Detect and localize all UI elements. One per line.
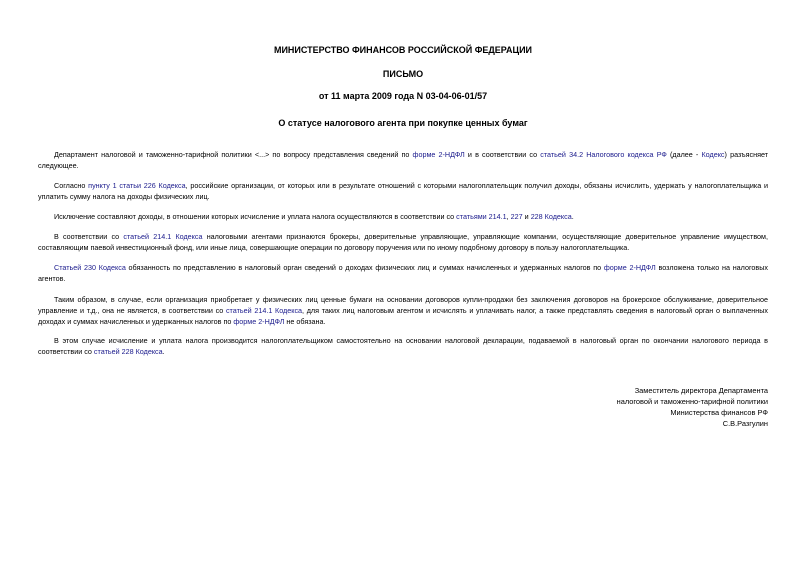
paragraph-text: В соответствии со — [54, 232, 124, 241]
document-date-number: от 11 марта 2009 года N 03-04-06-01/57 — [318, 91, 488, 101]
paragraph-text: возложена только на налоговых агентов. — [38, 263, 768, 283]
paragraph-text: Исключение составляют доходы, в отношении которых исчисление и уплата налога осуществляются в соответствии со — [54, 212, 457, 221]
reference-link[interactable]: статьей 214.1 Кодекса — [225, 306, 303, 315]
paragraph-text: Таким образом, в случае, если организация приобретает у физических лиц ценные бумаги на основании договоров купли-продажи без заключения договоров на брокерское обслуживание, доверительное управление и т.д., она не является, в соответствии со — [38, 295, 768, 315]
paragraph — [38, 294, 768, 327]
paragraph-text: В этом случае исчисление и уплата налога производится налогоплательщиком самостоятельно на основании налоговой декларации, подаваемой в налоговый орган по окончании налогового периода в соответствии со — [38, 336, 768, 356]
reference-link[interactable]: статьей 214.1 Кодекса — [123, 232, 203, 241]
paragraph-text: , — [506, 212, 511, 221]
paragraph-text: и — [522, 212, 531, 221]
paragraph-text: ) разъясняет следующее. — [38, 150, 769, 170]
paragraph-text: , для таких лиц налоговым агентом и исчислять и уплачивать налог, а также представлять сведения в налоговый орган о выплаченных доходах и суммах начисленных и удержанных налогов по — [38, 306, 768, 326]
paragraph-text: Департамент налоговой и таможенно-тарифной политики <...> по вопросу представления сведений по — [54, 150, 413, 159]
reference-link[interactable]: 227 — [510, 212, 523, 221]
reference-link[interactable]: 228 Кодекса — [530, 212, 572, 221]
paragraph — [38, 180, 768, 202]
reference-link[interactable]: форме 2-НДФЛ — [233, 317, 285, 326]
paragraph-text: . — [571, 212, 574, 221]
reference-link[interactable]: Кодекс — [701, 150, 725, 159]
reference-link[interactable]: статьей 34.2 Налогового кодекса РФ — [540, 150, 667, 159]
paragraph — [38, 149, 768, 171]
paragraph — [38, 211, 768, 222]
paragraph-text: , российские организации, от которых или в результате отношений с которыми налогоплательщик получил доходы, обязаны исчислить, удержать у налогоплательщика и уплатить сумму налога на доходы физических лиц. — [38, 181, 768, 201]
signatory-name: С.В.Разгулин — [722, 419, 768, 428]
paragraph — [38, 231, 768, 253]
paragraph — [38, 335, 768, 357]
document-type: ПИСЬМО — [382, 69, 424, 79]
document-subject: О статусе налогового агента при покупке ценных бумаг — [278, 118, 528, 128]
reference-link[interactable]: Статьей 230 Кодекса — [54, 263, 126, 272]
paragraph-text: и в соответствии со — [464, 150, 541, 159]
reference-link[interactable]: форме 2-НДФЛ — [412, 150, 465, 159]
paragraph-text: Согласно — [54, 181, 89, 190]
paragraph-text: (далее - — [666, 150, 702, 159]
document-page — [38, 0, 768, 571]
paragraph-text: обязанность по представлению в налоговый орган сведений о доходах физических лиц и суммах начисленных и удержанных налогов по — [125, 263, 604, 272]
signature-line: налоговой и таможенно-тарифной политики — [616, 397, 768, 406]
paragraph-text: не обязана. — [284, 317, 326, 326]
paragraph — [38, 262, 768, 284]
ministry-title: МИНИСТЕРСТВО ФИНАНСОВ РОССИЙСКОЙ ФЕДЕРАЦИИ — [273, 45, 533, 55]
signature-line: Заместитель директора Департамента — [634, 386, 768, 395]
reference-link[interactable]: форме 2-НДФЛ — [603, 263, 656, 272]
signature-line: Министерства финансов РФ — [670, 408, 768, 417]
paragraph-text: налоговыми агентами признаются брокеры, доверительные управляющие, управляющие компании, осуществляющие доверительное управление имуществом, составляющим паевой инвестиционный фонд, или иные лица, совершающие операции по договору поручения или по иному подобному договору в пользу налогоплательщика. — [38, 232, 768, 252]
signature-block — [568, 385, 768, 429]
reference-link[interactable]: пункту 1 статьи 226 Кодекса — [88, 181, 186, 190]
reference-link[interactable]: статьей 228 Кодекса — [93, 347, 163, 356]
reference-link[interactable]: статьями 214.1 — [456, 212, 507, 221]
paragraph-text: . — [162, 347, 165, 356]
